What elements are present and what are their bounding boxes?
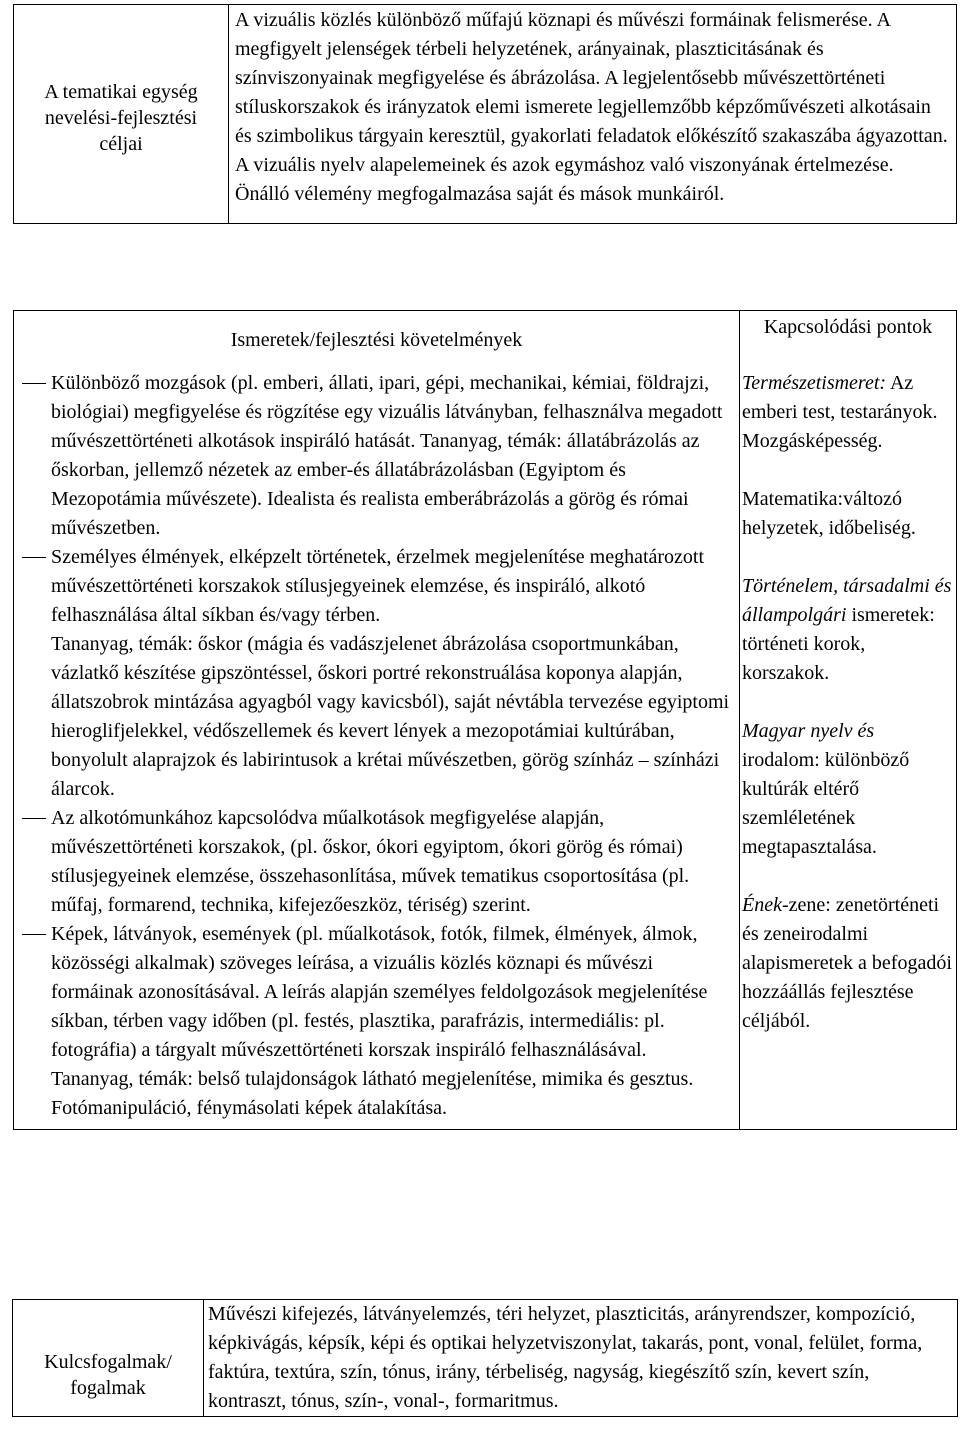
dash-bullet-icon <box>22 934 46 935</box>
connection-subject: Természetismeret: <box>742 372 887 394</box>
key-concepts-table <box>12 1299 958 1417</box>
objectives-label-line: nevelési-fejlesztési <box>44 107 198 129</box>
connection-item <box>742 891 956 1036</box>
list-item <box>14 369 739 543</box>
list-item-text: Személyes élmények, elképzelt történetek, érzelmek megjelenítése meghatározott művészettörténeti korszakok stílusjegyeinek elemzése, és inspiráló, alkotó felhasználása által síkban és/vagy térben. <box>51 546 705 626</box>
list-item <box>14 804 739 920</box>
connection-item <box>742 717 956 862</box>
connections-cell <box>740 369 957 1130</box>
connection-text: Az emberi test, testarányok. Mozgásképesség. <box>742 372 938 452</box>
objectives-label-line: céljai <box>99 133 143 155</box>
key-concepts-label-line: Kulcsfogalmak/ <box>44 1351 172 1373</box>
list-item-text: Képek, látványok, események (pl. műalkotások, fotók, filmek, élmények, álmok, közösségi alkalmak) szöveges leírása, a vizuális közlés köznapi és művészi formáinak azonosításával. A leírás alapján személyes feldolgozások megjelenítése síkban, térben vagy időben (pl. festés, plasztika, parafrázis, intermediális: pl. fotográfia) a tárgyalt művészettörténeti korszak inspiráló felhasználásával. <box>51 923 708 1061</box>
list-item-extra: Tananyag, témák: őskor (mágia és vadászjelenet ábrázolása csoportmunkában, vázlatkő készítése gipszöntéssel, őskori portré rekonstruálása koponya alapján, állatszobrok mintázása agyagból vagy kavicsból), saját névtábla tervezése egyiptomi hieroglifjelekkel, védőszellemek és kevert lények a mezopotámiai kultúrában, bonyolult alaprajzok és labirintusok a krétai művészetben, görög színház – színházi álarcok. <box>51 633 730 800</box>
connection-item <box>742 572 956 688</box>
connection-item <box>742 369 956 456</box>
connections-header: Kapcsolódási pontok <box>740 311 957 370</box>
dash-bullet-icon <box>22 557 46 558</box>
connection-text: zene: zenetörténeti és zeneirodalmi alapismeretek a befogadói hozzáállás fejlesztése céljából. <box>742 894 952 1032</box>
requirements-header: Ismeretek/fejlesztési követelmények <box>14 311 740 370</box>
connection-item <box>742 485 956 543</box>
list-item-text: Az alkotómunkához kapcsolódva műalkotások megfigyelése alapján, művészettörténeti korszakok, (pl. őskor, ókori egyiptom, ókori görög és római) stílusjegyeinek elemzése, összehasonlítása, művek tematikus csoportosítása (pl. műfaj, formarend, technika, kifejezőeszköz, tériség) szerint. <box>51 807 690 916</box>
requirements-table <box>13 310 957 1130</box>
dash-bullet-icon <box>22 818 46 819</box>
key-concepts-label-line: fogalmak <box>70 1377 146 1399</box>
connection-subject: Történelem, társadalmi és állampolgári <box>742 575 952 626</box>
connection-subject: Magyar nyelv és <box>742 720 875 742</box>
list-item-text: Különböző mozgások (pl. emberi, állati, ipari, gépi, mechanikai, kémiai, földrajzi, biológiai) megfigyelése és rögzítése egy vizuális látványban, felhasználva megadott művészettörténeti alkotások inspiráló hatását. Tananyag, témák: állatábrázolás az őskorban, jellemző nézetek az ember-és állatábrázolásban (Egyiptom és Mezopotámia művészete). Idealista és realista emberábrázolás a görög és római művészetben. <box>51 372 723 539</box>
dash-bullet-icon <box>22 383 46 384</box>
connection-text: változó helyzetek, időbeliség. <box>742 488 916 539</box>
list-item <box>14 920 739 1123</box>
objectives-table <box>13 4 957 224</box>
connection-subject: Matematika: <box>742 488 844 510</box>
connection-subject: Ének- <box>742 894 789 916</box>
list-item-extra: Tananyag, témák: belső tulajdonságok látható megjelenítése, mimika és gesztus. Fotómanipuláció, fénymásolati képek átalakítása. <box>51 1068 694 1119</box>
requirements-list <box>14 369 739 1123</box>
objectives-label-line: A tematikai egység <box>44 81 198 103</box>
requirements-list-cell <box>14 369 740 1130</box>
connection-text: irodalom: különböző kultúrák eltérő szemléletének megtapasztalása. <box>742 749 910 858</box>
objectives-label <box>14 5 229 224</box>
key-concepts-text: Művészi kifejezés, látványelemzés, téri helyzet, plaszticitás, arányrendszer, kompozíció, képkivágás, képsík, képi és optikai helyzetviszonylat, takarás, pont, vonal, felület, forma, faktúra, textúra, szín, tónus, irány, térbeliség, nagyság, kiegészítő szín, kevert szín, kontraszt, tónus, szín-, vonal-, formaritmus. <box>204 1300 958 1417</box>
connection-text: ismeretek: történeti korok, korszakok. <box>742 604 935 684</box>
key-concepts-label <box>13 1300 204 1417</box>
objectives-text: A vizuális közlés különböző műfajú köznapi és művészi formáinak felismerése. A megfigyelt jelenségek térbeli helyzetének, arányainak, plaszticitásának és színviszonyainak megfigyelése és ábrázolása. A legjelentősebb művészettörténeti stíluskorszakok és irányzatok elemi ismerete legjellemzőbb képzőművészeti alkotásain és szimbolikus tárgyain keresztül, gyakorlati feladatok előkészítő szakaszába ágyazottan. A vizuális nyelv alapelemeinek és azok egymáshoz való viszonyának értelmezése. Önálló vélemény megfogalmazása saját és mások munkáiról. <box>229 5 957 224</box>
list-item <box>14 543 739 804</box>
